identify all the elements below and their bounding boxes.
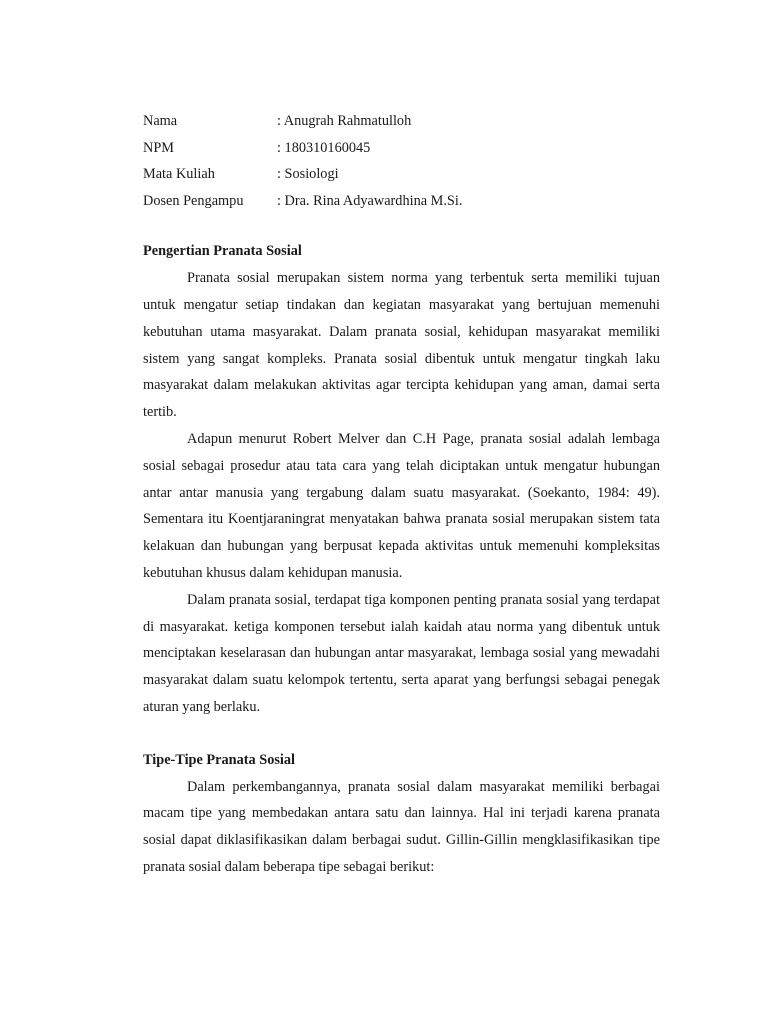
info-row-npm [143,135,660,162]
info-value: : Anugrah Rahmatulloh [277,112,412,129]
paragraph: Dalam pranata sosial, terdapat tiga komponen penting pranata sosial yang terdapat di masyarakat. ketiga komponen tersebut ialah kaidah atau norma yang dibentuk untuk menciptakan keselarasan dan hubungan antar masyarakat, lembaga sosial yang mewadahi masyarakat dalam suatu kelompok tertentu, serta aparat yang berfungsi sebagai penegak aturan yang berlaku. [143,591,660,715]
student-info-table [143,108,660,214]
info-label: NPM [143,139,174,156]
section-heading-pengertian: Pengertian Pranata Sosial [143,243,302,260]
info-value: : Sosiologi [277,166,339,183]
paragraph: Dalam perkembangannya, pranata sosial dalam masyarakat memiliki berbagai macam tipe yang membedakan antara satu dan lainnya. Hal ini terjadi karena pranata sosial dapat diklasifikasikan dalam berbagai sudut. Gillin-Gillin mengklasifikasikan tipe pranata sosial dalam beberapa tipe sebagai berikut: [143,778,660,875]
document-page [143,108,660,881]
info-row-dosen [143,188,660,215]
info-label: Mata Kuliah [143,166,215,183]
paragraph: Pranata sosial merupakan sistem norma yang terbentuk serta memiliki tujuan untuk mengatur setiap tindakan dan kegiatan masyarakat yang bertujuan memenuhi kebutuhan utama masyarakat. Dalam pranata sosial, kehidupan masyarakat memiliki sistem yang sangat kompleks. Pranata sosial dibentuk untuk mengatur tingkah laku masyarakat dalam melakukan aktivitas agar tercipta kehidupan yang aman, damai serta tertib. [143,270,660,421]
section-heading-tipe: Tipe-Tipe Pranata Sosial [143,751,295,768]
info-label: Nama [143,112,178,129]
info-value: : Dra. Rina Adyawardhina M.Si. [277,192,463,209]
info-value: : 180310160045 [277,139,371,156]
info-row-nama [143,108,660,135]
paragraph: Adapun menurut Robert Melver dan C.H Page, pranata sosial adalah lembaga sosial sebagai prosedur atau tata cara yang telah diciptakan untuk mengatur hubungan antar antar manusia yang tergabung dalam suatu masyarakat. (Soekanto, 1984: 49). Sementara itu Koentjaraningrat menyatakan bahwa pranata sosial merupakan sistem tata kelakuan dan hubungan yang berpusat kepada aktivitas untuk memenuhi kompleksitas kebutuhan khusus dalam kehidupan manusia. [143,430,660,581]
info-label: Dosen Pengampu [143,192,244,209]
info-row-mata-kuliah [143,161,660,188]
